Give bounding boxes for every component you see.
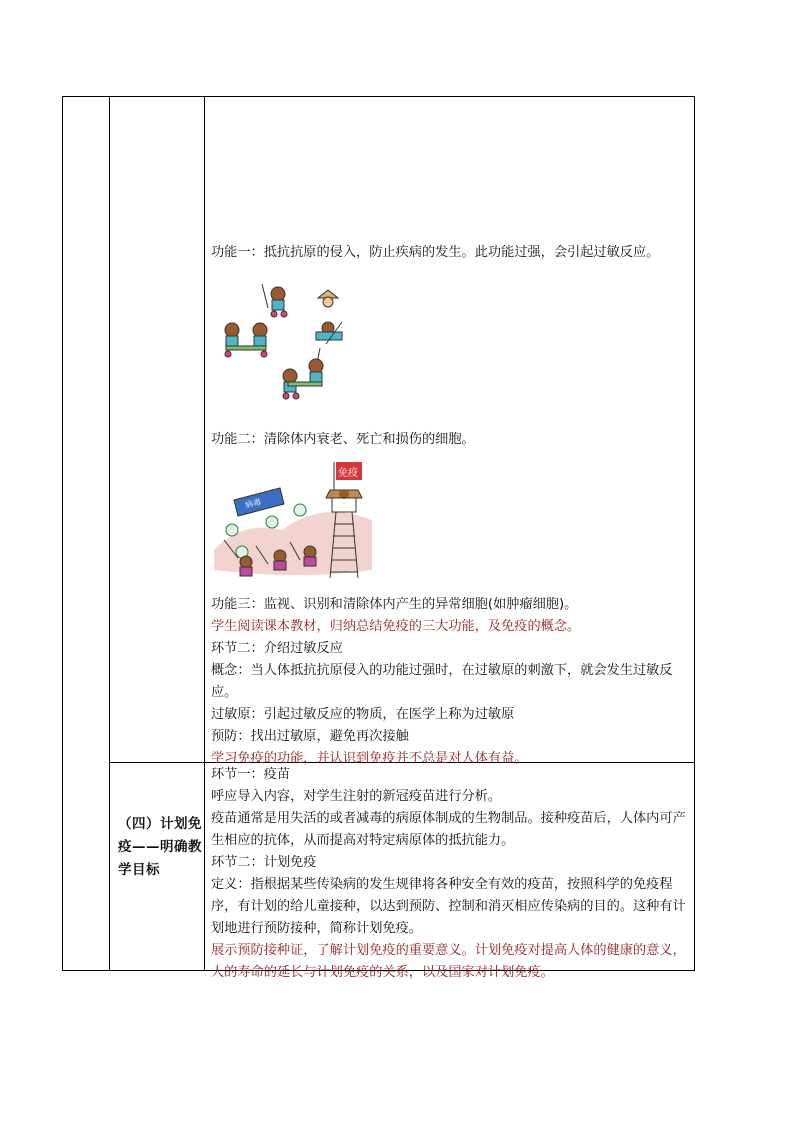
row1-content — [211, 242, 693, 264]
watchtower-battle-illustration — [212, 460, 377, 585]
flag-label: 免疫 — [338, 468, 358, 479]
concept-text: 概念：当人体抵抗抗原侵入的功能过强时，在过敏原的刺激下，就会发生过敏反应。 — [211, 663, 673, 700]
row2-content — [211, 764, 693, 984]
table-border-right — [694, 96, 695, 971]
row1-content-2 — [211, 429, 693, 451]
vaccine-description: 疫苗通常是用失活的或者减毒的病原体制成的生物制品。接种疫苗后，人体内可产生相应的抗体，从而提高对特定病原体的抵抗能力。 — [211, 811, 686, 848]
section-label: （四）计划免疫——明确教学目标 — [118, 816, 202, 878]
link2-title: 环节二：介绍过敏反应 — [211, 641, 343, 656]
display-text: 展示预防接种证，了解计划免疫的重要意义。计划免疫对提高人体的健康的意义，人的寿命的延长与计划免疫的关系，以及国家对计划免疫。 — [211, 943, 686, 980]
table-col-divider-1 — [109, 96, 110, 971]
table-border-top — [62, 96, 695, 97]
allergen-text: 过敏原：引起过敏反应的物质，在医学上称为过敏原 — [211, 707, 515, 722]
definition-text: 定义：指根据某些传染病的发生规律将各种安全有效的疫苗，按照科学的免疫程序，有计划的给儿童接种，以达到预防、控制和消灭相应传染病的目的。这种有计划地进行预防接种，简称计划免疫。 — [211, 877, 686, 936]
planned-immunization-title: 环节二：计划免疫 — [211, 855, 317, 870]
banner-label: 病毒 — [244, 497, 263, 510]
function-three-text: 功能三：监视、识别和清除体内产生的异常细胞(如肿瘤细胞)。 — [211, 597, 578, 612]
soldiers-stretcher-illustration — [212, 282, 357, 407]
function-two-text: 功能二：清除体内衰老、死亡和损伤的细胞。 — [211, 432, 475, 447]
table-col-divider-2 — [204, 96, 205, 971]
vaccine-link-title: 环节一：疫苗 — [211, 767, 291, 782]
student-activity-text: 学生阅读课本教材，归纳总结免疫的三大功能，及免疫的概念。 — [211, 619, 581, 634]
function-one-text: 功能一：抵抗抗原的侵入，防止疾病的发生。此功能过强，会引起过敏反应。 — [211, 245, 660, 260]
prevention-text: 预防：找出过敏原，避免再次接触 — [211, 729, 409, 744]
row1-content-3 — [211, 594, 693, 770]
intro-text: 呼应导入内容，对学生注射的新冠疫苗进行分析。 — [211, 789, 502, 804]
summary-text: 学习免疫的功能，并认识到免疫并不总是对人体有益。 — [211, 751, 528, 766]
table-border-left — [62, 96, 63, 971]
